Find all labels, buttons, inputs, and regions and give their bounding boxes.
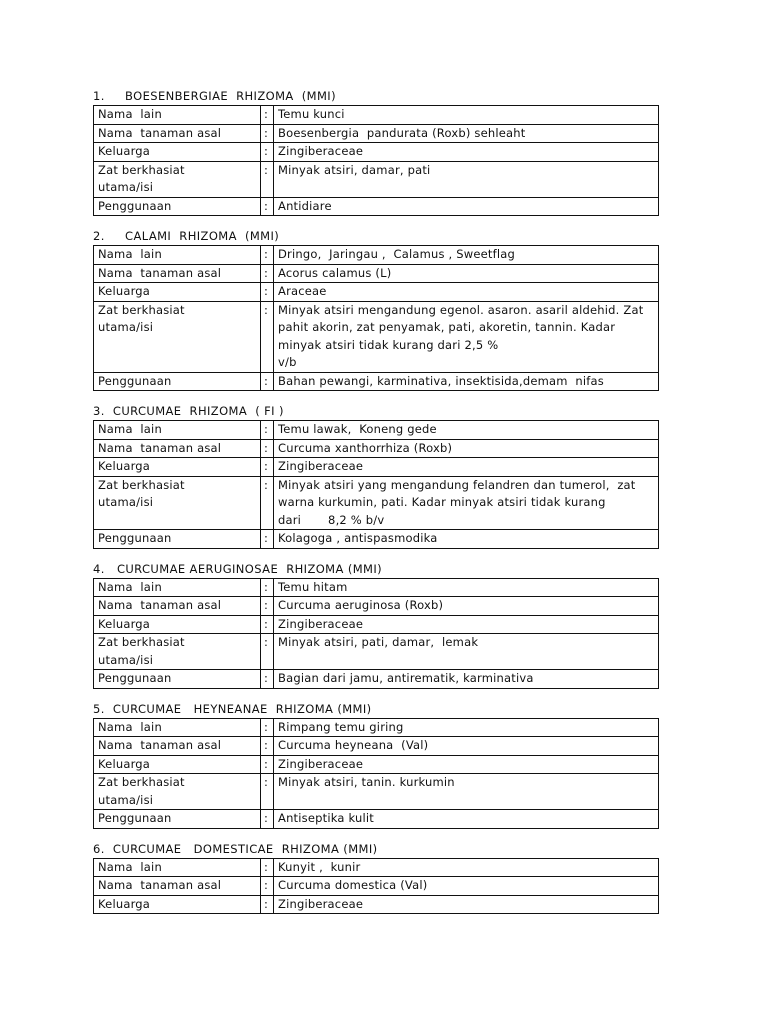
row-label: Zat berkhasiat utama/isi [94,161,261,197]
table-row [94,421,659,440]
table-row [94,246,659,265]
section-title: 5. CURCUMAE HEYNEANAE RHIZOMA (MMI) [93,701,372,716]
row-value: Araceae [274,283,659,302]
row-value: Curcuma aeruginosa (Roxb) [274,597,659,616]
row-value: Antidiare [274,197,659,216]
row-value: Curcuma heyneana (Val) [274,737,659,756]
row-separator: : [261,458,274,477]
table-row [94,143,659,162]
row-value: Rimpang temu giring [274,718,659,737]
row-separator: : [261,718,274,737]
section-title: 2. CALAMI RHIZOMA (MMI) [93,229,280,243]
table-row [94,597,659,616]
table-row [94,372,659,391]
row-value: Kolagoga , antispasmodika [274,530,659,549]
table-row [94,718,659,737]
table-row [94,476,659,530]
section-title: 4. CURCUMAE AERUGINOSAE RHIZOMA (MMI) [93,561,383,576]
table-row [94,124,659,143]
table-row [94,755,659,774]
row-value: Zingiberaceae [274,895,659,914]
simplicia-section [93,228,659,391]
row-label: Keluarga [94,458,261,477]
row-separator: : [261,810,274,829]
row-label: Zat berkhasiat utama/isi [94,476,261,530]
row-separator: : [261,597,274,616]
row-label: Nama lain [94,858,261,877]
row-value: Temu hitam [274,578,659,597]
row-label: Nama lain [94,421,261,440]
table-row [94,810,659,829]
table-row [94,634,659,670]
simplicia-section [93,841,659,915]
row-label: Zat berkhasiat utama/isi [94,634,261,670]
row-value: Minyak atsiri, damar, pati [274,161,659,197]
table-row [94,877,659,896]
simplicia-section [93,701,659,829]
monograph-table [93,245,659,391]
row-label: Keluarga [94,895,261,914]
document-page [93,88,659,926]
row-label: Nama lain [94,246,261,265]
row-label: Penggunaan [94,670,261,689]
row-value: Acorus calamus (L) [274,264,659,283]
monograph-table [93,718,659,829]
row-label: Penggunaan [94,197,261,216]
row-label: Nama tanaman asal [94,264,261,283]
row-value: Kunyit , kunir [274,858,659,877]
row-label: Nama tanaman asal [94,737,261,756]
row-separator: : [261,124,274,143]
row-label: Zat berkhasiat utama/isi [94,774,261,810]
row-label: Zat berkhasiat utama/isi [94,301,261,372]
row-value: Zingiberaceae [274,615,659,634]
table-row [94,106,659,125]
row-value: Antiseptika kulit [274,810,659,829]
row-separator: : [261,421,274,440]
table-row [94,458,659,477]
table-row [94,283,659,302]
row-value: Zingiberaceae [274,458,659,477]
table-row [94,439,659,458]
row-label: Nama lain [94,578,261,597]
table-row [94,895,659,914]
table-row [94,530,659,549]
row-label: Nama tanaman asal [94,597,261,616]
row-separator: : [261,143,274,162]
row-value: Minyak atsiri mengandung egenol. asaron. asaril aldehid. Zat pahit akorin, zat penyamak, pati, akoretin, tannin. Kadar minyak atsiri tidak kurang dari 2,5 % v/b [274,301,659,372]
row-separator: : [261,895,274,914]
row-label: Nama lain [94,718,261,737]
row-label: Nama tanaman asal [94,877,261,896]
row-separator: : [261,161,274,197]
row-value: Bagian dari jamu, antirematik, karminativa [274,670,659,689]
section-title: 1. BOESENBERGIAE RHIZOMA (MMI) [93,89,336,103]
row-value: Minyak atsiri, tanin. kurkumin [274,774,659,810]
simplicia-section [93,88,659,216]
table-row [94,670,659,689]
row-value: Boesenbergia pandurata (Roxb) sehleaht [274,124,659,143]
table-row [94,264,659,283]
row-label: Keluarga [94,143,261,162]
row-value: Minyak atsiri yang mengandung felandren dan tumerol, zat warna kurkumin, pati. Kadar minyak atsiri tidak kurang dari 8,2 % b/v [274,476,659,530]
table-row [94,301,659,372]
row-separator: : [261,283,274,302]
row-value: Zingiberaceae [274,755,659,774]
row-value: Temu lawak, Koneng gede [274,421,659,440]
row-separator: : [261,858,274,877]
simplicia-section [93,561,659,689]
row-separator: : [261,578,274,597]
monograph-table [93,105,659,216]
row-separator: : [261,197,274,216]
row-separator: : [261,774,274,810]
section-title: 3. CURCUMAE RHIZOMA ( FI ) [93,404,284,418]
table-row [94,197,659,216]
row-label: Nama tanaman asal [94,439,261,458]
row-label: Nama lain [94,106,261,125]
row-value: Curcuma xanthorrhiza (Roxb) [274,439,659,458]
row-separator: : [261,737,274,756]
row-separator: : [261,476,274,530]
row-label: Penggunaan [94,810,261,829]
row-separator: : [261,372,274,391]
table-row [94,858,659,877]
row-value: Bahan pewangi, karminativa, insektisida,demam nifas [274,372,659,391]
row-value: Curcuma domestica (Val) [274,877,659,896]
monograph-table [93,858,659,915]
table-row [94,578,659,597]
row-label: Keluarga [94,615,261,634]
monograph-table [93,578,659,689]
row-value: Zingiberaceae [274,143,659,162]
row-value: Minyak atsiri, pati, damar, lemak [274,634,659,670]
row-separator: : [261,530,274,549]
table-row [94,161,659,197]
row-value: Dringo, Jaringau , Calamus , Sweetflag [274,246,659,265]
row-separator: : [261,755,274,774]
row-label: Keluarga [94,283,261,302]
row-label: Nama tanaman asal [94,124,261,143]
row-separator: : [261,615,274,634]
row-separator: : [261,301,274,372]
row-separator: : [261,246,274,265]
table-row [94,737,659,756]
row-separator: : [261,634,274,670]
row-separator: : [261,670,274,689]
row-separator: : [261,264,274,283]
row-separator: : [261,439,274,458]
row-label: Penggunaan [94,372,261,391]
table-row [94,615,659,634]
table-row [94,774,659,810]
row-value: Temu kunci [274,106,659,125]
row-label: Keluarga [94,755,261,774]
row-separator: : [261,877,274,896]
simplicia-section [93,403,659,549]
row-separator: : [261,106,274,125]
section-title: 6. CURCUMAE DOMESTICAE RHIZOMA (MMI) [93,841,378,856]
row-label: Penggunaan [94,530,261,549]
monograph-table [93,420,659,549]
